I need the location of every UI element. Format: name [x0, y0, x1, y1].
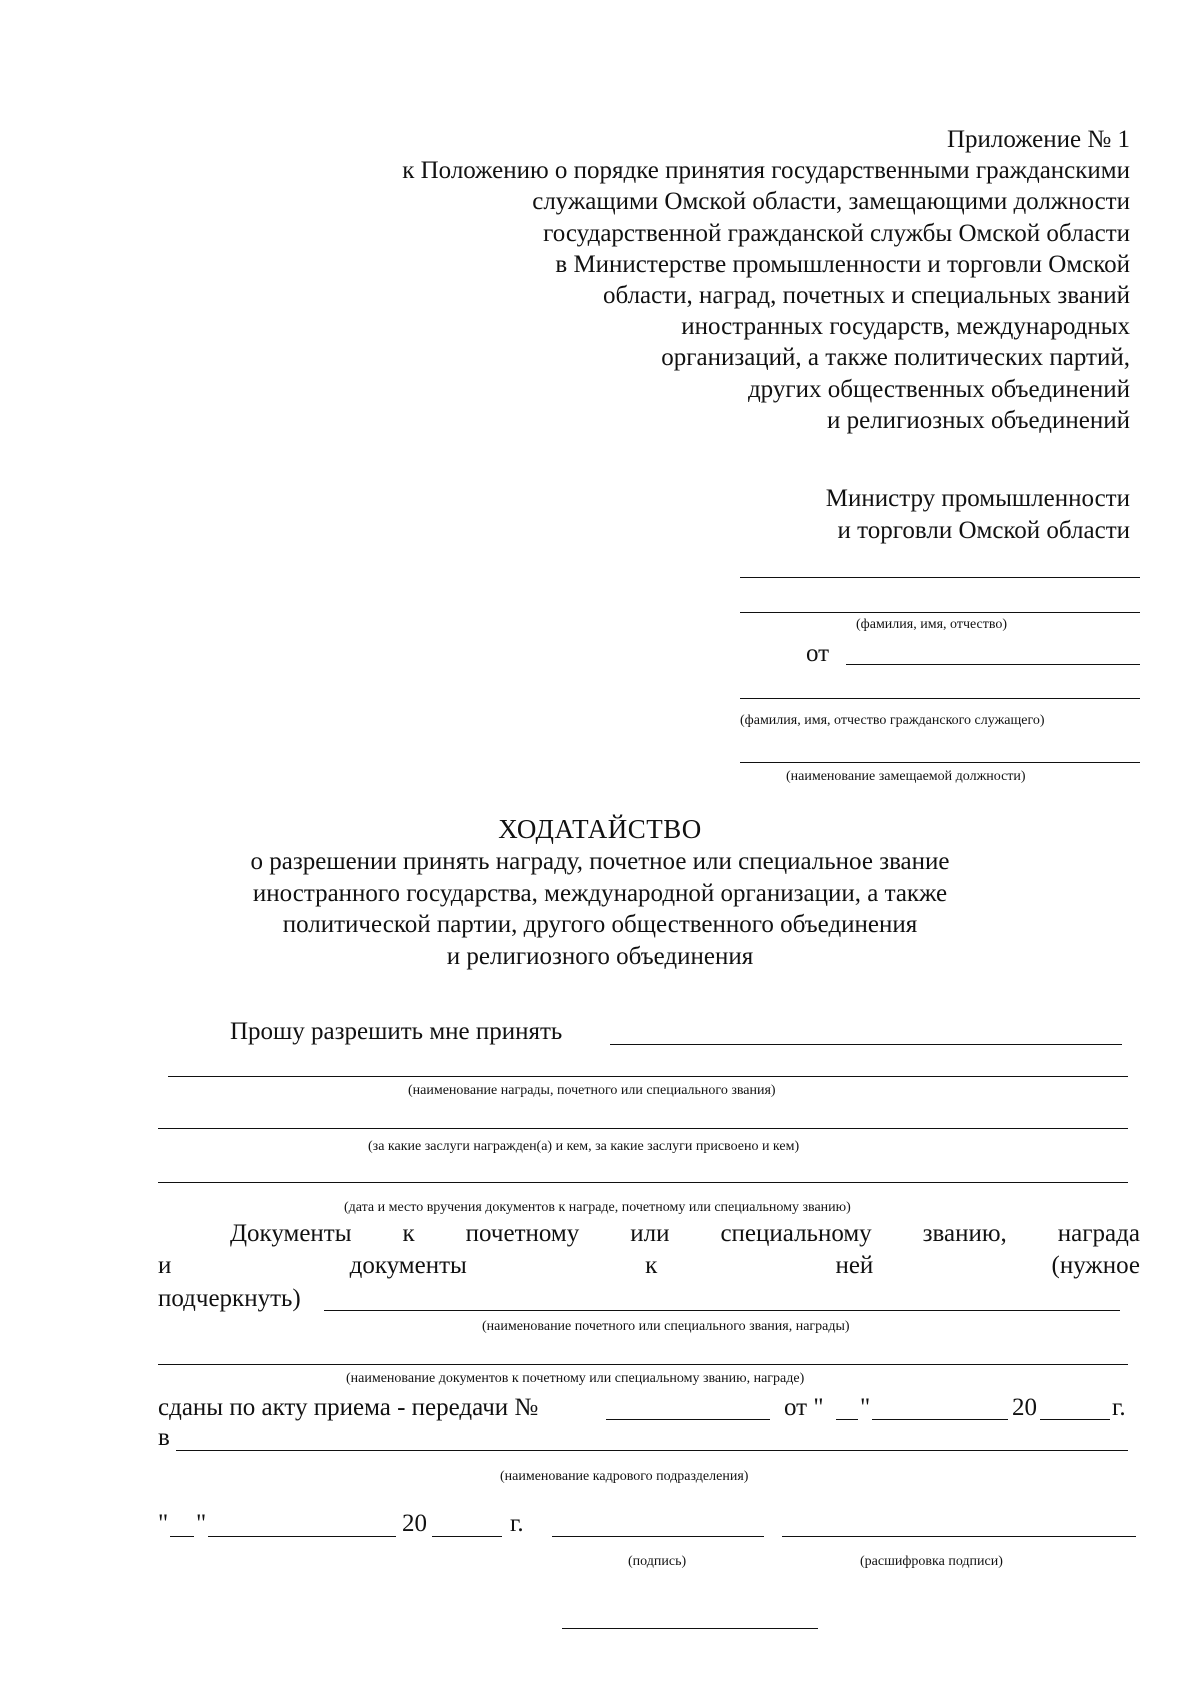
- appendix-line: в Министерстве промышленности и торговли Омской: [555, 250, 1130, 278]
- hr-department-line[interactable]: [176, 1450, 1128, 1451]
- act-year-prefix: 20: [1012, 1394, 1037, 1421]
- sign-open-quote: ": [158, 1510, 169, 1537]
- addressee-line: Министру промышленности: [825, 485, 1130, 512]
- sign-month-line[interactable]: [208, 1536, 396, 1537]
- caption-documents: (наименование документов к почетному или специальному званию, награде): [346, 1371, 805, 1386]
- sign-year-prefix: 20: [402, 1510, 427, 1537]
- sign-close-quote: ": [196, 1510, 207, 1537]
- addressee-line: и торговли Омской области: [837, 517, 1130, 544]
- caption-date: (дата и место вручения документов к награде, почетному или специальному званию): [344, 1200, 851, 1215]
- act-number-line[interactable]: [606, 1419, 770, 1420]
- caption-title-award: (наименование почетного или специального звания, награды): [482, 1319, 850, 1334]
- appendix-number: Приложение № 1: [946, 126, 1130, 153]
- caption-employee: (фамилия, имя, отчество гражданского служащего): [740, 713, 1045, 728]
- caption-position: (наименование замещаемой должности): [786, 769, 1026, 784]
- petition-title: ХОДАТАЙСТВО: [498, 814, 702, 844]
- caption-fio: (фамилия, имя, отчество): [856, 617, 1008, 632]
- award-line-1[interactable]: [610, 1044, 1122, 1045]
- act-year-suffix: г.: [1112, 1394, 1126, 1421]
- act-year-line[interactable]: [1040, 1419, 1110, 1420]
- addressee-block: [730, 483, 1130, 547]
- appendix-line: иностранных государств, международных: [681, 313, 1130, 341]
- appendix-line: государственной гражданской службы Омской области: [543, 219, 1130, 247]
- docs-word: к: [645, 1252, 658, 1279]
- act-from-label: от ": [784, 1394, 824, 1421]
- caption-merits: (за какие заслуги награжден(а) и кем, за какие заслуги присвоено и кем): [368, 1139, 800, 1154]
- request-label: Прошу разрешить мне принять: [230, 1018, 563, 1045]
- docs-word: Документы: [230, 1220, 352, 1247]
- sign-day-line[interactable]: [170, 1536, 194, 1537]
- caption-hr: (наименование кадрового подразделения): [500, 1469, 749, 1484]
- act-close-quote: ": [860, 1394, 871, 1421]
- docs-row-3: подчеркнуть): [158, 1285, 301, 1312]
- employee-name-line[interactable]: [740, 698, 1140, 699]
- petition-subtitle-line: политической партии, другого общественного объединения: [282, 911, 918, 938]
- from-line[interactable]: [846, 664, 1140, 665]
- docs-word: званию,: [922, 1220, 1007, 1247]
- appendix-line: к Положению о порядке принятия государственными гражданскими: [402, 157, 1130, 185]
- appendix-header: [270, 124, 1130, 436]
- docs-word: и: [158, 1252, 172, 1279]
- signature-line[interactable]: [552, 1536, 764, 1537]
- act-day-line[interactable]: [836, 1419, 858, 1420]
- docs-word: специальному: [720, 1220, 872, 1247]
- date-place-line[interactable]: [158, 1182, 1128, 1183]
- docs-row-2: [158, 1250, 1140, 1281]
- position-line[interactable]: [740, 762, 1140, 763]
- appendix-line: организаций, а также политических партий,: [661, 344, 1130, 372]
- petition-subtitle-line: о разрешении принять награду, почетное или специальное звание: [250, 848, 950, 875]
- appendix-line: служащими Омской области, замещающими должности: [532, 188, 1130, 216]
- act-month-line[interactable]: [872, 1419, 1008, 1420]
- appendix-line: других общественных объединений: [747, 375, 1130, 403]
- act-label: сданы по акту приема - передачи №: [158, 1394, 539, 1421]
- caption-signature: (подпись): [628, 1554, 687, 1569]
- petition-title-block: [120, 812, 1080, 972]
- minister-name-line-1[interactable]: [740, 577, 1140, 578]
- award-line-2[interactable]: [168, 1076, 1128, 1077]
- petition-subtitle-line: и религиозного объединения: [446, 942, 754, 970]
- docs-word: к: [402, 1220, 415, 1247]
- from-label: от: [806, 640, 830, 667]
- title-award-line[interactable]: [324, 1310, 1120, 1311]
- signature-decoding-line[interactable]: [782, 1536, 1136, 1537]
- caption-award: (наименование награды, почетного или специального звания): [408, 1083, 776, 1098]
- petition-subtitle-line: иностранного государства, международной организации, а также: [252, 879, 948, 907]
- docs-word: ней: [835, 1252, 874, 1279]
- docs-word: награда: [1057, 1220, 1140, 1247]
- docs-word: почетному: [465, 1220, 580, 1247]
- appendix-line: области, наград, почетных и специальных званий: [602, 282, 1130, 310]
- caption-decoding: (расшифровка подписи): [860, 1554, 1003, 1569]
- docs-word: документы: [349, 1252, 467, 1279]
- minister-name-line-2[interactable]: [740, 612, 1140, 613]
- appendix-line: и религиозных объединений: [826, 406, 1130, 434]
- sign-year-line[interactable]: [432, 1536, 502, 1537]
- docs-word: (нужное: [1051, 1252, 1140, 1279]
- in-label: в: [158, 1424, 170, 1451]
- sign-year-suffix: г.: [510, 1510, 524, 1537]
- documents-line[interactable]: [158, 1364, 1128, 1365]
- merits-line[interactable]: [158, 1128, 1128, 1129]
- docs-row-1: [230, 1218, 1140, 1249]
- footer-separator: [562, 1628, 818, 1629]
- docs-word: или: [630, 1220, 670, 1247]
